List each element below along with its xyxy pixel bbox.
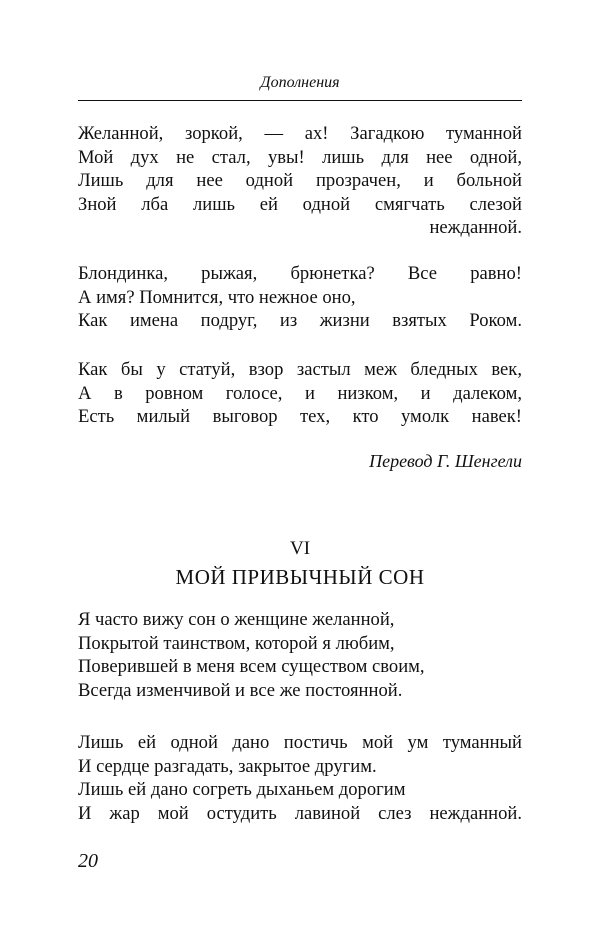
verse-line: Лишь ей дано согреть дыханьем дорогим <box>78 779 406 800</box>
verse-line: Желанной, зоркой, — ах! Загадкою туманной <box>78 123 522 144</box>
verse-line: И сердце разгадать, закрытое другим. <box>78 755 377 777</box>
stanza <box>78 731 522 825</box>
stanza <box>78 122 522 240</box>
verse-line: Как имена подруг, из жизни взятых Роком. <box>78 310 522 331</box>
verse-line: Лишь для нее одной прозрачен, и больной <box>78 170 522 191</box>
verse-line: Поверившей в меня всем существом своим, <box>78 656 425 677</box>
verse-line: Всегда изменчивой и все же постоянной. <box>78 679 403 701</box>
running-head: Дополнения <box>260 74 340 91</box>
verse-line: А в ровном голосе, и низком, и далеком, <box>78 382 522 404</box>
verse-line: А имя? Помнится, что нежное оно, <box>78 286 356 308</box>
stanza <box>78 262 522 333</box>
verse-line: Покрытой таинством, которой я любим, <box>78 632 395 654</box>
stanza <box>78 358 522 429</box>
verse-line: И жар мой остудить лавиной слез нежданной. <box>78 802 522 824</box>
header-rule <box>78 100 522 101</box>
section-title: МОЙ ПРИВЫЧНЫЙ СОН <box>175 565 425 589</box>
section-number: VI <box>289 538 311 559</box>
verse-line-continuation: нежданной. <box>429 217 522 238</box>
verse-line: Зной лба лишь ей одной смягчать слезой <box>78 193 522 215</box>
stanza <box>78 608 522 702</box>
translator-credit: Перевод Г. Шенгели <box>369 451 522 471</box>
verse-line: Как бы у статуй, взор застыл меж бледных век, <box>78 359 522 380</box>
verse-line: Лишь ей одной дано постичь мой ум туманный <box>78 732 522 753</box>
verse-line: Блондинка, рыжая, брюнетка? Все равно! <box>78 263 522 284</box>
verse-line: Я часто вижу сон о женщине желанной, <box>78 609 395 630</box>
page-number: 20 <box>78 850 98 872</box>
verse-line: Есть милый выговор тех, кто умолк навек! <box>78 406 522 427</box>
verse-line: Мой дух не стал, увы! лишь для нее одной, <box>78 146 522 168</box>
